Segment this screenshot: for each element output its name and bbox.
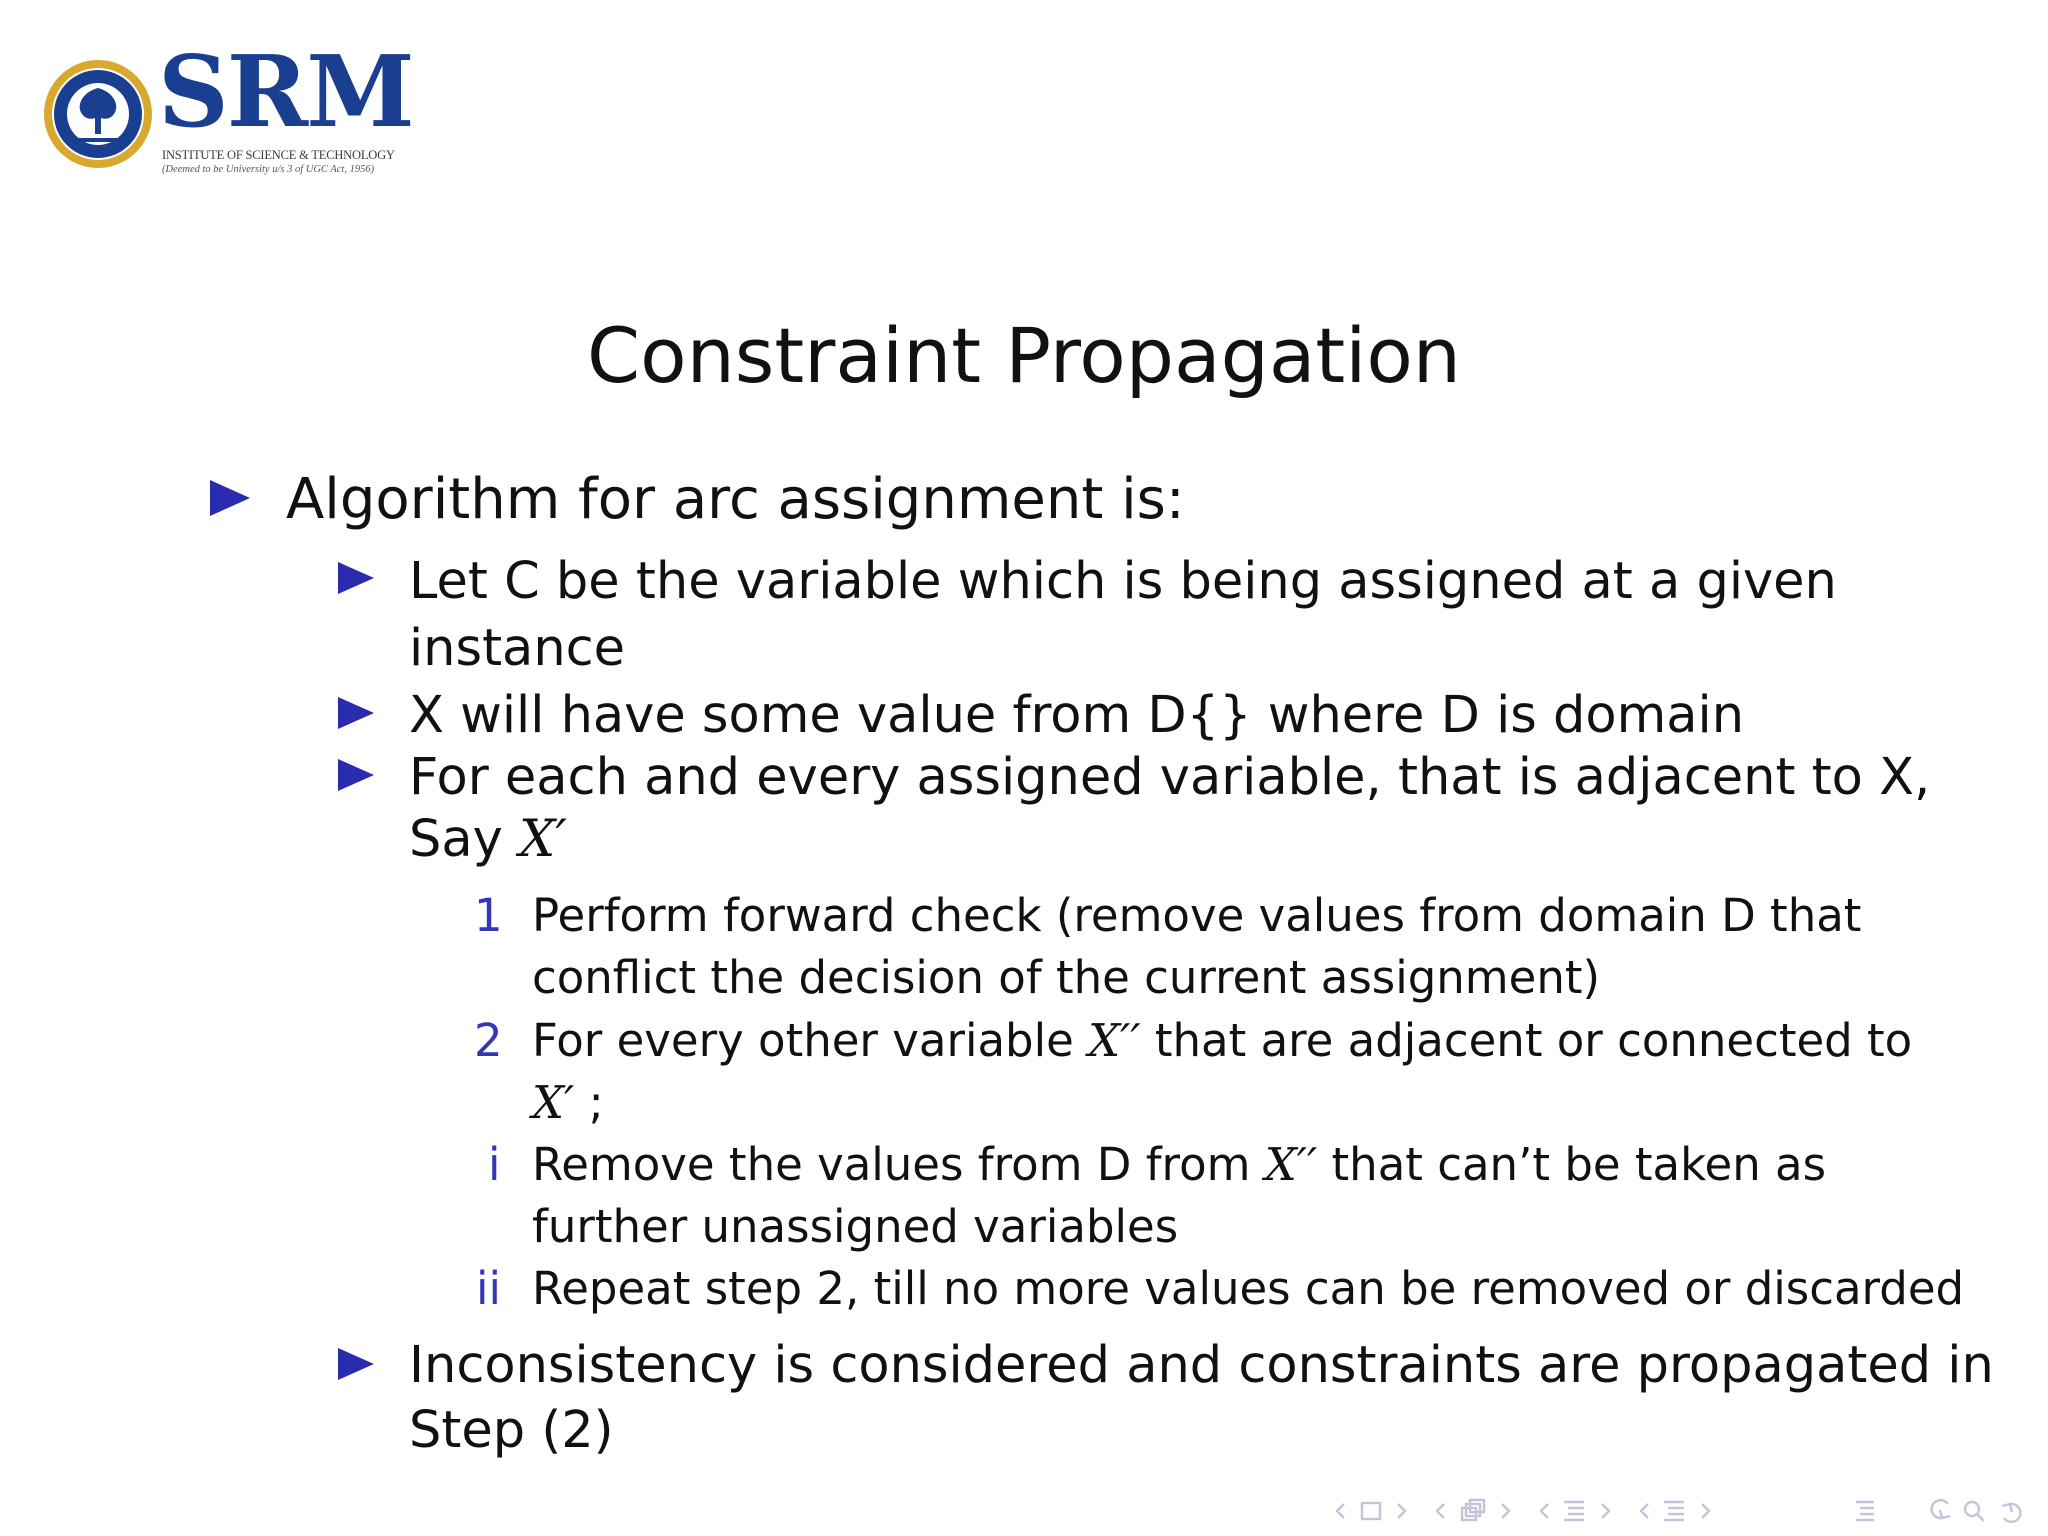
math-x-double-prime: X′′: [1088, 1014, 1141, 1067]
nav-document-icon[interactable]: [1664, 1502, 1684, 1520]
step-2-text-pre: For every other variable: [532, 1014, 1089, 1067]
sub-bullet-4-line-1: Inconsistency is considered and constraints are propagated in: [409, 1336, 1994, 1395]
nav-prev-document-icon[interactable]: [1641, 1504, 1648, 1518]
logo-tagline: (Deemed to be University u/s 3 of UGC Act, 1956): [162, 164, 375, 175]
nav-subsection-icon[interactable]: [1462, 1500, 1484, 1520]
enum-marker-1: 1: [474, 889, 503, 942]
sub-bullet-1-line-2: instance: [409, 619, 626, 678]
logo-subtitle: INSTITUTE OF SCIENCE & TECHNOLOGY: [162, 148, 395, 162]
nav-frame-icon[interactable]: [1362, 1503, 1380, 1519]
nav-search-icon[interactable]: [1965, 1502, 1984, 1521]
sub-bullet-3-line-1: For each and every assigned variable, that is adjacent to X,: [409, 748, 1931, 807]
sub-bullet-4-line-2: Step (2): [409, 1401, 614, 1460]
nav-next-document-icon[interactable]: [1702, 1504, 1709, 1518]
bullet-triangle-icon: [338, 1348, 374, 1380]
step-2-text-post: that are adjacent or connected to: [1140, 1014, 1913, 1067]
nav-section-icon[interactable]: [1564, 1502, 1584, 1520]
nav-prev-slide-icon[interactable]: [1337, 1504, 1344, 1518]
university-seal-icon: [42, 58, 154, 170]
math-x-double-prime: X′′: [1264, 1138, 1318, 1191]
enum-marker-i: i: [488, 1138, 501, 1191]
nav-forward-icon[interactable]: [2002, 1504, 2020, 1522]
step-i-line-1: [532, 1138, 1827, 1191]
step-i-text-post: that can’t be taken as: [1317, 1138, 1827, 1191]
nav-prev-section-icon[interactable]: [1541, 1504, 1548, 1518]
step-2-line-2-post: ;: [574, 1076, 604, 1129]
step-ii-line-1: Repeat step 2, till no more values can be removed or discarded: [532, 1262, 1965, 1315]
step-2-line-1: [532, 1014, 1913, 1067]
bullet-triangle-icon: [338, 697, 374, 729]
math-x-prime: X′: [519, 810, 567, 869]
bullet-triangle-icon: [338, 562, 374, 594]
step-i-line-2: further unassigned variables: [532, 1200, 1179, 1253]
step-1-line-1: Perform forward check (remove values from domain D that: [532, 889, 1862, 942]
main-bullet-text: Algorithm for arc assignment is:: [286, 467, 1185, 532]
nav-next-section-icon[interactable]: [1602, 1504, 1609, 1518]
bullet-triangle-icon: [338, 759, 374, 791]
enum-marker-2: 2: [474, 1014, 503, 1067]
nav-prev-subsection-icon[interactable]: [1437, 1504, 1444, 1518]
step-2-line-2: [532, 1076, 604, 1129]
nav-next-subsection-icon[interactable]: [1502, 1504, 1509, 1518]
enum-marker-ii: ii: [476, 1262, 502, 1315]
sub-bullet-3-line-2: [409, 810, 567, 869]
logo-wordmark: SRM: [158, 35, 413, 150]
step-1-line-2: conflict the decision of the current assignment): [532, 951, 1601, 1004]
sub-bullet-2: X will have some value from D{} where D is domain: [409, 686, 1745, 745]
math-x-prime: X′: [532, 1076, 575, 1129]
slide-title: Constraint Propagation: [587, 311, 1461, 400]
nav-next-slide-icon[interactable]: [1398, 1504, 1405, 1518]
sub-bullet-1-line-1: Let C be the variable which is being assigned at a given: [409, 552, 1837, 611]
sub-bullet-3-text: Say: [409, 810, 520, 869]
beamer-navigation-bar: [1330, 1496, 2030, 1526]
nav-back-icon[interactable]: [1932, 1500, 1950, 1518]
srm-logo: [40, 35, 413, 182]
bullet-triangle-icon: [210, 480, 250, 516]
nav-toc-icon[interactable]: [1856, 1502, 1874, 1520]
step-i-text-pre: Remove the values from D from: [532, 1138, 1265, 1191]
